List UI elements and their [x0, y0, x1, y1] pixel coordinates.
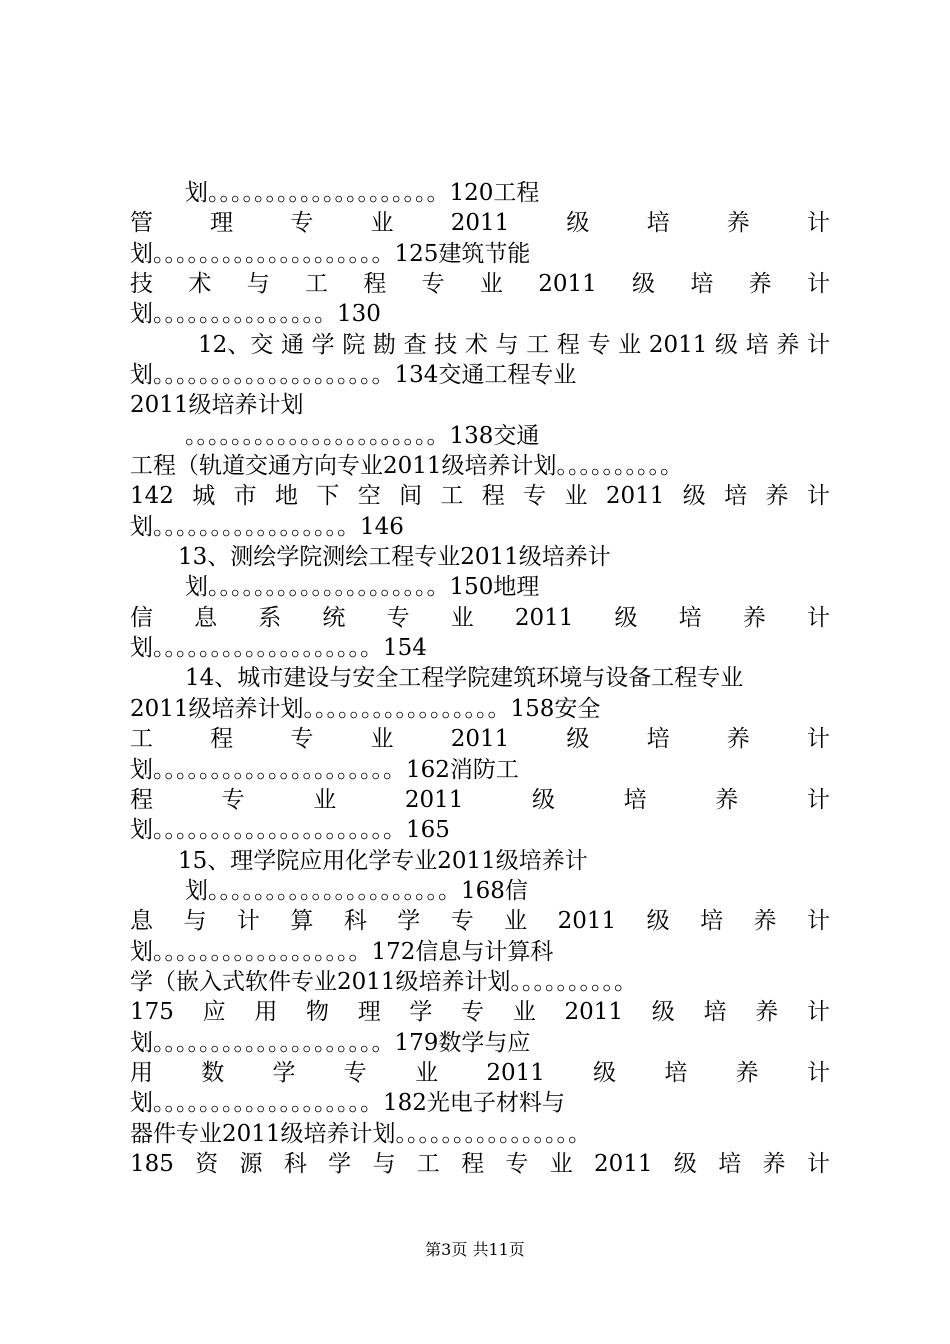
toc-token: 养 [715, 787, 739, 813]
toc-token: 程 [556, 332, 580, 358]
toc-token: 城 [192, 483, 216, 509]
toc-token: 业 [618, 332, 642, 358]
toc-token: 计 [806, 332, 830, 358]
toc-token: 源 [239, 1151, 263, 1177]
toc-line: 划。。。。。。。。。。。。。。。。。。。。125建筑节能 [130, 241, 531, 267]
toc-token: 计 [806, 483, 830, 509]
toc-token: 信 [130, 605, 153, 631]
toc-line [130, 785, 830, 815]
toc-token: 理 [357, 999, 381, 1025]
toc-line: 划。。。。。。。。。。。。。。。。。。。。。162消防工 [130, 757, 519, 783]
toc-token: 2011 [514, 605, 574, 631]
toc-token: 专 [505, 1151, 529, 1177]
toc-token: 培 [700, 908, 724, 934]
toc-token: 计 [806, 908, 830, 934]
toc-token: 专 [450, 908, 474, 934]
toc-token: 级 [614, 605, 638, 631]
toc-line: 划。。。。。。。。。。。。。。。。。。。。150地理 [185, 574, 540, 600]
toc-token: 养 [753, 908, 777, 934]
toc-token: 应 [202, 999, 226, 1025]
toc-token: 2011 [450, 210, 510, 236]
toc-token: 2011 [605, 483, 665, 509]
toc-token: 工 [440, 483, 464, 509]
toc-token: 级 [646, 908, 670, 934]
toc-line [130, 1058, 830, 1088]
toc-token: 学 [328, 1151, 352, 1177]
toc-token: 物 [306, 999, 330, 1025]
toc-line [130, 481, 830, 511]
toc-line: 14、城市建设与安全工程学院建筑环境与设备工程专业 [185, 665, 744, 691]
toc-token: 级 [532, 787, 556, 813]
toc-token: 资 [195, 1151, 219, 1177]
toc-line: 划。。。。。。。。。。。。。。。。。。。。。165 [130, 817, 450, 843]
toc-token: 息 [194, 605, 218, 631]
toc-token: 计 [806, 726, 830, 752]
toc-token: 院 [342, 332, 366, 358]
toc-token: 12、交 [198, 332, 274, 358]
toc-token: 养 [748, 271, 772, 297]
toc-token: 养 [742, 605, 766, 631]
toc-token: 数 [201, 1060, 225, 1086]
toc-token: 专 [461, 999, 485, 1025]
toc-token: 工 [526, 332, 550, 358]
toc-token: 地 [274, 483, 298, 509]
toc-token: 业 [415, 1060, 439, 1086]
toc-token: 业 [450, 605, 474, 631]
toc-line: 工程（轨道交通方向专业2011级培养计划。。。。。。。。。。 [130, 453, 684, 479]
toc-line: 划。。。。。。。。。。。。。。。。。146 [130, 514, 404, 540]
toc-line [130, 1149, 830, 1179]
toc-token: 学 [311, 332, 335, 358]
toc-token: 2011 [648, 332, 708, 358]
toc-line: 器件专业2011级培养计划。。。。。。。。。。。。。。。。 [130, 1121, 592, 1147]
toc-line [130, 603, 830, 633]
toc-token: 计 [806, 1151, 830, 1177]
toc-line: 。。。。。。。。。。。。。。。。。。。。。。138交通 [185, 423, 540, 449]
toc-token: 计 [806, 271, 830, 297]
toc-token: 级 [632, 271, 656, 297]
toc-token: 级 [651, 999, 675, 1025]
toc-token: 培 [646, 210, 670, 236]
toc-line [198, 330, 830, 360]
toc-token: 计 [236, 908, 260, 934]
toc-token: 养 [765, 483, 789, 509]
toc-token: 培 [623, 787, 647, 813]
toc-token: 业 [479, 271, 503, 297]
toc-token: 培 [664, 1060, 688, 1086]
toc-token: 技 [130, 271, 153, 297]
page-footer: 第3页 共11页 [425, 1240, 525, 1259]
toc-token: 养 [726, 210, 750, 236]
toc-line: 划。。。。。。。。。。。。。。。。。。。。134交通工程专业 [130, 362, 577, 388]
toc-token: 技 [434, 332, 458, 358]
toc-token: 级 [682, 483, 706, 509]
toc-token: 息 [130, 908, 153, 934]
toc-token: 理 [210, 210, 234, 236]
toc-token: 养 [776, 332, 800, 358]
toc-token: 计 [806, 605, 830, 631]
toc-token: 业 [549, 1151, 573, 1177]
toc-line: 划。。。。。。。。。。。。。。。。。。。154 [130, 635, 427, 661]
toc-token: 2011 [564, 999, 624, 1025]
toc-token: 专 [523, 483, 547, 509]
toc-token: 专 [587, 332, 611, 358]
toc-token: 2011 [450, 726, 510, 752]
toc-line [130, 269, 830, 299]
toc-token: 业 [512, 999, 536, 1025]
toc-token: 算 [290, 908, 314, 934]
toc-token: 科 [283, 1151, 307, 1177]
toc-token: 间 [399, 483, 423, 509]
toc-line: 划。。。。。。。。。。。。。。。。。。。182光电子材料与 [130, 1090, 565, 1116]
toc-token: 空 [357, 483, 381, 509]
toc-token: 培 [678, 605, 702, 631]
toc-token: 程 [461, 1151, 485, 1177]
toc-token: 业 [504, 908, 528, 934]
toc-token: 用 [130, 1060, 153, 1086]
toc-token: 市 [233, 483, 257, 509]
toc-token: 养 [762, 1151, 786, 1177]
toc-token: 术 [464, 332, 488, 358]
toc-line: 学（嵌入式软件专业2011级培养计划。。。。。。。。。。 [130, 969, 638, 995]
toc-token: 175 [130, 999, 174, 1025]
toc-token: 业 [313, 787, 337, 813]
toc-token: 培 [690, 271, 714, 297]
toc-token: 养 [726, 726, 750, 752]
toc-token: 级 [673, 1151, 697, 1177]
toc-token: 业 [370, 210, 394, 236]
toc-token: 程 [210, 726, 234, 752]
toc-token: 术 [188, 271, 212, 297]
toc-token: 培 [703, 999, 727, 1025]
toc-token: 2011 [538, 271, 597, 297]
toc-token: 系 [258, 605, 282, 631]
toc-token: 与 [183, 908, 207, 934]
toc-token: 培 [745, 332, 769, 358]
toc-token: 养 [755, 999, 779, 1025]
toc-token: 统 [322, 605, 346, 631]
toc-token: 培 [718, 1151, 742, 1177]
toc-token: 学 [409, 999, 433, 1025]
toc-token: 2011 [594, 1151, 653, 1177]
toc-line: 15、理学院应用化学专业2011级培养计 [178, 848, 588, 874]
toc-token: 142 [130, 483, 174, 509]
toc-token: 业 [370, 726, 394, 752]
toc-line: 划。。。。。。。。。。。。。。。。。。。。120工程 [185, 180, 540, 206]
toc-line: 2011级培养计划 [130, 392, 304, 418]
toc-token: 程 [363, 271, 387, 297]
toc-token: 管 [130, 210, 153, 236]
toc-token: 程 [130, 787, 153, 813]
toc-token: 勘 [372, 332, 396, 358]
toc-token: 与 [495, 332, 519, 358]
toc-token: 级 [566, 210, 590, 236]
toc-token: 与 [246, 271, 270, 297]
toc-token: 185 [130, 1151, 174, 1177]
toc-token: 培 [646, 726, 670, 752]
toc-line [130, 208, 830, 238]
toc-token: 与 [372, 1151, 396, 1177]
toc-token: 查 [403, 332, 427, 358]
toc-line: 划。。。。。。。。。。。。。。。。。。。。。168信 [185, 878, 528, 904]
toc-token: 培 [724, 483, 748, 509]
toc-token: 计 [806, 999, 830, 1025]
toc-token: 下 [316, 483, 340, 509]
toc-token: 专 [290, 210, 314, 236]
toc-token: 计 [806, 1060, 830, 1086]
toc-token: 养 [735, 1060, 759, 1086]
toc-token: 科 [343, 908, 367, 934]
toc-token: 级 [566, 726, 590, 752]
toc-line: 划。。。。。。。。。。。。。。。。。。172信息与计算科 [130, 939, 554, 965]
toc-token: 计 [806, 210, 830, 236]
toc-line: 13、测绘学院测绘工程专业2011级培养计 [178, 544, 611, 570]
toc-token: 学 [272, 1060, 296, 1086]
toc-line [130, 997, 830, 1027]
toc-line [130, 906, 830, 936]
toc-line: 划。。。。。。。。。。。。。。。。。。。。179数学与应 [130, 1030, 531, 1056]
toc-token: 专 [386, 605, 410, 631]
toc-token: 用 [254, 999, 278, 1025]
toc-token: 工 [416, 1151, 440, 1177]
toc-token: 专 [221, 787, 245, 813]
toc-line: 划。。。。。。。。。。。。。。。130 [130, 301, 381, 327]
toc-token: 工 [304, 271, 328, 297]
toc-token: 专 [343, 1060, 367, 1086]
toc-token: 2011 [557, 908, 617, 934]
toc-token: 2011 [404, 787, 464, 813]
toc-token: 计 [806, 787, 830, 813]
toc-token: 工 [130, 726, 153, 752]
toc-line [130, 724, 830, 754]
toc-token: 2011 [486, 1060, 545, 1086]
toc-token: 专 [290, 726, 314, 752]
toc-token: 通 [280, 332, 304, 358]
toc-token: 级 [715, 332, 739, 358]
toc-token: 学 [397, 908, 421, 934]
toc-token: 业 [564, 483, 588, 509]
toc-token: 程 [481, 483, 505, 509]
toc-line: 2011级培养计划。。。。。。。。。。。。。。。。。158安全 [130, 696, 601, 722]
toc-token: 级 [593, 1060, 617, 1086]
toc-token: 专 [421, 271, 445, 297]
